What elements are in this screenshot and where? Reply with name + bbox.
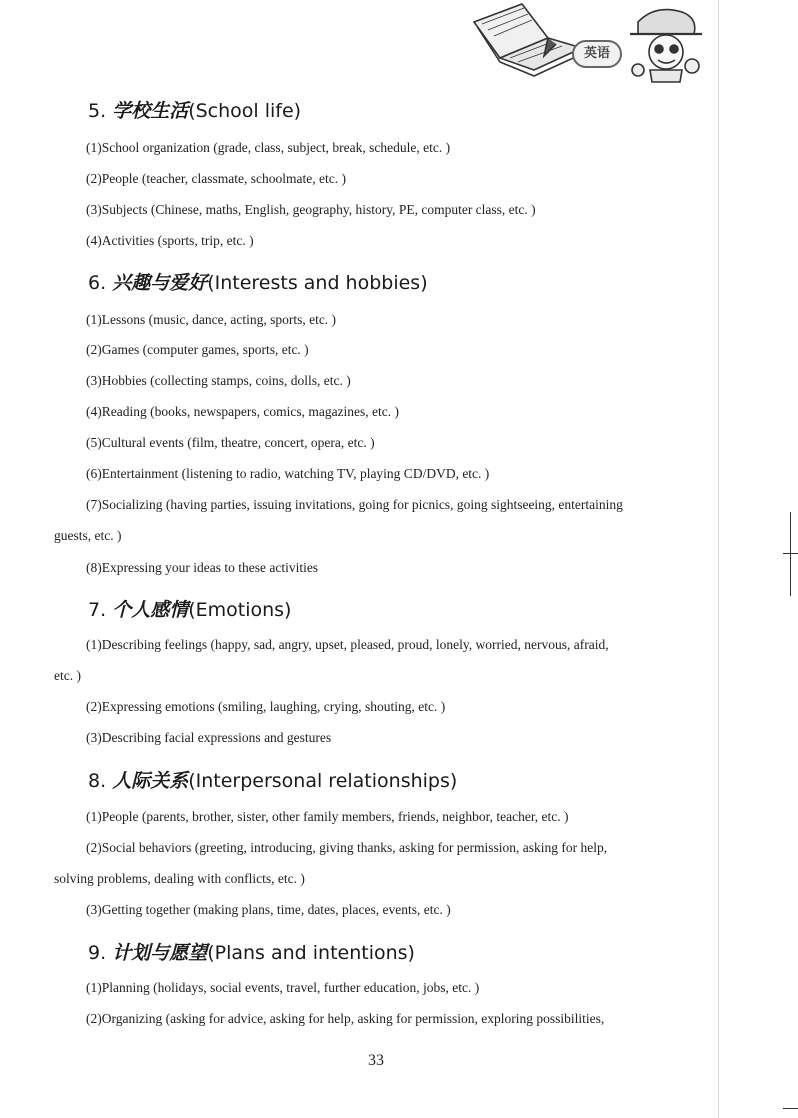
list-item: (8)Expressing your ideas to these activities [86, 560, 319, 575]
page-number: 33 [368, 1052, 384, 1069]
list-item: (2)People (teacher, classmate, schoolmate, etc. ) [86, 171, 346, 186]
crop-mark-horizontal [783, 553, 798, 554]
list-item: (6)Entertainment (listening to radio, watching TV, playing CD/DVD, etc. ) [86, 466, 490, 481]
list-item: (3)Subjects (Chinese, maths, English, geography, history, PE, computer class, etc. ) [86, 202, 536, 217]
list-item: (1)Describing feelings (happy, sad, angry, upset, pleased, proud, lonely, worried, nervous, afraid, [86, 637, 609, 652]
section-heading-5: 5. 学校生活(School life) [88, 100, 302, 122]
section-heading-8: 8. 人际关系(Interpersonal relationships) [88, 770, 458, 792]
list-item: (4)Reading (books, newspapers, comics, magazines, etc. ) [86, 404, 400, 419]
crop-mark-bottom [783, 1108, 798, 1109]
list-item: (1)School organization (grade, class, subject, break, schedule, etc. ) [86, 140, 451, 155]
list-item: (7)Socializing (having parties, issuing invitations, going for picnics, going sightseeing, entertaining [86, 497, 623, 512]
section-heading-6: 6. 兴趣与爱好(Interests and hobbies) [88, 272, 428, 294]
page-edge-line [718, 0, 719, 1118]
list-item-continuation: guests, etc. ) [54, 528, 122, 543]
section-heading-9: 9. 计划与愿望(Plans and intentions) [88, 942, 415, 964]
list-item: (2)Social behaviors (greeting, introducing, giving thanks, asking for permission, asking for help, [86, 840, 608, 855]
list-item-continuation: etc. ) [54, 668, 81, 683]
list-item: (5)Cultural events (film, theatre, concert, opera, etc. ) [86, 435, 375, 450]
section-heading-7: 7. 个人感情(Emotions) [88, 599, 292, 621]
list-item: (1)Lessons (music, dance, acting, sports, etc. ) [86, 312, 337, 327]
crop-mark-vertical [790, 512, 791, 596]
list-item: (3)Describing facial expressions and gestures [86, 730, 332, 745]
list-item: (1)People (parents, brother, sister, other family members, friends, neighbor, teacher, etc. ) [86, 809, 569, 824]
list-item: (4)Activities (sports, trip, etc. ) [86, 233, 254, 248]
list-item: (1)Planning (holidays, social events, travel, further education, jobs, etc. ) [86, 980, 480, 995]
list-item: (3)Hobbies (collecting stamps, coins, dolls, etc. ) [86, 373, 351, 388]
list-item: (3)Getting together (making plans, time, dates, places, events, etc. ) [86, 902, 451, 917]
list-item: (2)Organizing (asking for advice, asking for help, asking for permission, exploring possibilities, [86, 1011, 605, 1026]
list-item: (2)Games (computer games, sports, etc. ) [86, 342, 309, 357]
subject-badge: 英语 [572, 40, 622, 68]
list-item-continuation: solving problems, dealing with conflicts, etc. ) [54, 871, 305, 886]
list-item: (2)Expressing emotions (smiling, laughing, crying, shouting, etc. ) [86, 699, 446, 714]
cartoon-student-icon [630, 10, 702, 82]
open-book-icon [474, 4, 582, 76]
